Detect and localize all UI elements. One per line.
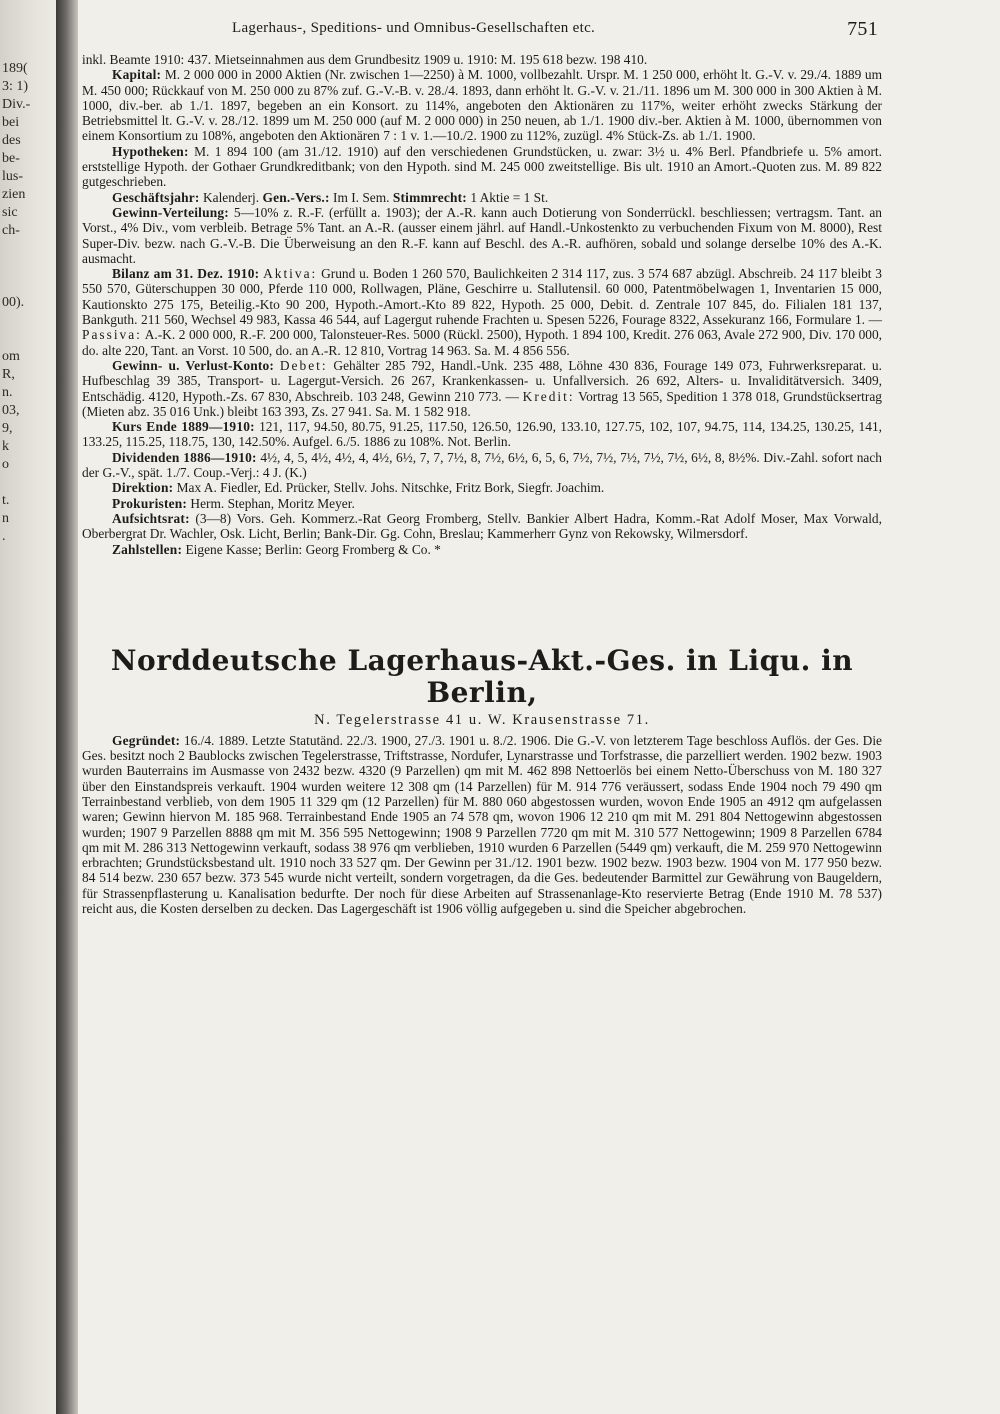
- kapital-text: M. 2 000 000 in 2000 Aktien (Nr. zwischen 1—2250) à M. 1000, vollbezahlt. Urspr. M. 1 250 000, erhöht lt. G.-V. v. 29./4. 1889 um M. 450 000; Rückkauf von M. 250 000 zu 87% zuf. G.-V.-B. v. 28./4. 1893, dann erhöht lt. G.-V. v. 21./11. 1896 um M. 300 000 in 300 Aktien à M. 1000, div.-ber. ab 1./1. 1897, begeben an ein Konsort. zu 114%, angeboten den Aktionären zu 117%, weiter erhöht zwecks Stärkung der Betriebsmittel lt. G.-V. v. 28./12. 1899 um M. 250 000 (auf M. 2 000 000) in 250 neuen, ab 1./1. 1900 div.-ber. Aktien à M. 1000, übernommen von einem Konsortium zu 108%, angeboten den Aktionären 7 : 1 v. 1.—10./2. 1900 zu 112%, zuzügl. 4% Stück-Zs. ab 1./1. 1900.: [82, 67, 882, 144]
- gegruendet-label: Gegründet:: [112, 732, 181, 748]
- gutter-fragment: [2, 240, 30, 258]
- genvers-label: Gen.-Vers.:: [262, 189, 330, 205]
- prokuristen-text: Herm. Stephan, Moritz Meyer.: [190, 495, 355, 511]
- hypotheken-paragraph: [82, 144, 882, 190]
- kurs-paragraph: [82, 419, 882, 450]
- prokuristen-label: Prokuristen:: [112, 495, 188, 511]
- bilanz-aktiva-text: Grund u. Boden 1 260 570, Baulichkeiten 2 314 117, zus. 3 574 687 abzügl. Abschreib. 24 117 bleibt 3 550 570, Güterschuppen 30 000, Pferde 110 000, Rollwagen, Pläne, Geschirre u. Stallutensil. 60 000, Patentmöbelwagen 1, Inventarien 15 000, Kautionskto 275 175, Beteilig.-Kto 90 200, Hypoth.-Amort.-Kto 89 822, Hypoth. 25 000, Debit. d. Zentrale 107 845, do. Filialen 181 137, Bankguth. 211 560, Wechsel 49 983, Kassa 46 544, auf Lagergut ruhende Frachten u. Spesen 5226, Fourage 8322, Assekuranz 166, Formulare 1. —: [82, 266, 882, 328]
- employees-rent-paragraph: [82, 52, 882, 67]
- dividenden-label: Dividenden 1886—1910:: [112, 449, 257, 465]
- gutter-fragment: 9,: [2, 421, 13, 436]
- zahlstellen-paragraph: [82, 542, 882, 557]
- aufsichtsrat-label: Aufsichtsrat:: [112, 510, 190, 526]
- book-spine-shadow: [56, 0, 78, 1414]
- gewinnverteilung-text: 5—10% z. R.-F. (erfüllt a. 1903); der A.-R. kann auch Dotierung von Sonderrückl. beschliessen; vertragsm. Tant. an Vorst., 4% Div., vom verbleib. Betrage 5% Tant. an A.-R. (ausser einem jährl. auf Handl.-Unkostenkto zu verbuchenden Fixum von M. 8000), Rest Super-Div. bezw. nach G.-V.-B. Die Überweisung an den R.-F. kann auf Beschl. des A.-R. aufhören, sobald und solange derselbe 10% des A.-K. ausmacht.: [82, 204, 882, 266]
- kapital-paragraph: [82, 67, 882, 143]
- document-page: [82, 18, 882, 1378]
- gutter-fragment: [2, 474, 30, 492]
- gutter-fragment: R,: [2, 367, 15, 382]
- gutter-fragment: ch-: [2, 223, 20, 238]
- guv-debet-label: Debet:: [279, 357, 328, 373]
- stimmrecht-text: 1 Aktie = 1 St.: [470, 189, 549, 205]
- gutter-fragment: 189(: [2, 61, 28, 76]
- gutter-fragment: [2, 258, 30, 276]
- left-gutter-adjacent-page: [0, 0, 56, 1414]
- geschaeftsjahr-text: Kalenderj.: [202, 189, 260, 205]
- gegruendet-text: 16./4. 1889. Letzte Statutänd. 22./3. 1900, 27./3. 1901 u. 8./2. 1906. Die G.-V. von letzterem Tage beschloss Auflös. der Ges. Die Ges. besitzt noch 2 Baublocks zwischen Tegelerstrasse, Triftstrasse, Nordufer, Lynarstrasse und Torfstrasse, die parzelliert werden. 1902 bezw. 1903 wurden Bauterrains im Ausmasse von 2432 bezw. 4320 (9 Parzellen) qm mit M. 462 898 Nettoerlös bei einem Netto-Überschuss von M. 180 327 über den Einstandspreis verkauft. 1904 wurden weitere 12 308 qm (14 Parzellen) für M. 914 776 veräussert, sodass Ende 1904 noch 79 490 qm Terrainbestand verblieb, von dem 1905 11 329 qm (12 Parzellen) für M. 880 060 abgestossen wurden, wovon Ende 1905 an 4912 qm aufgelassen waren; Gewinn hiervon M. 185 968. Terrainbestand Ende 1905 an 74 578 qm, wovon 1906 12 210 qm mit M. 291 804 Nettogewinn abgestossen wurden; 1907 9 Parzellen 8888 qm mit M. 356 595 Nettogewinn; 1908 9 Parzellen 7720 qm mit M. 310 577 Nettogewinn; 1909 8 Parzellen 6784 qm mit M. 286 313 Nettogewinn verkauft, sodass 38 976 qm verblieben, 1910 wurden 6 Parzellen (5449 qm) verkauft, die M. 259 970 Nettogewinn erbrachten; Grundstücksbestand ult. 1910 noch 33 527 qm. Der Gewinn per 31./12. 1901 bezw. 1902 bezw. 1903 bezw. 1904 von M. 177 950 bezw. 84 514 bezw. 230 657 bezw. 373 545 wurde nicht verteilt, sondern vorgetragen, da die Ges. bedeutender Barmittel zur Gewährung von Baugeldern, für Strassenpflasterung u. Kanalisation bedurfte. Der noch für diese Arbeiten auf Strassenanlage-Kto reservierte Betrag (Ende 1910 M. 78 537) reicht aus, die Kosten derselben zu decken. Das Lagergeschäft ist 1906 völlig aufgegeben u. sind die Speicher abgebrochen.: [82, 732, 882, 917]
- guv-kredit-text: Vortrag 13 565, Spedition 1 378 018, Grundstücksertrag (Mieten abz. 35 016 Unk.) bleibt 163 393, Zs. 27 941. Sa. M. 1 582 918.: [82, 388, 883, 419]
- intro-text: inkl. Beamte 1910: 437. Mietseinnahmen aus dem Grundbesitz 1909 u. 1910: M. 195 618 bezw. 198 410.: [82, 52, 648, 67]
- gutter-fragment: 3: 1): [2, 79, 29, 94]
- bilanz-passiva-text: A.-K. 2 000 000, R.-F. 200 000, Talonsteuer-Res. 5000 (Rückl. 2500), Hypoth. 1 894 100, Kredit. 276 063, Avale 272 900, Div. 170 000, do. alte 220, Tant. an Vorst. 10 500, do. an A.-R. 12 810, Vortrag 14 963. Sa. M. 4 856 556.: [82, 327, 883, 358]
- gutter-fragment: 03,: [2, 403, 20, 418]
- gutter-fragment: lus-: [2, 169, 23, 184]
- page-number: 751: [847, 18, 878, 40]
- geschaeftsjahr-paragraph: [82, 190, 882, 205]
- gutter-fragment: 00).: [2, 295, 25, 310]
- direktion-label: Direktion:: [112, 480, 174, 496]
- gutter-fragment: .: [2, 529, 6, 544]
- gutter-fragment: Div.-: [2, 97, 31, 112]
- gutter-fragment: t.: [2, 493, 10, 508]
- prokuristen-paragraph: [82, 496, 882, 511]
- gegruendet-paragraph: [82, 733, 882, 917]
- dividenden-paragraph: [82, 450, 882, 481]
- kurs-text: 121, 117, 94.50, 80.75, 91.25, 117.50, 126.50, 126.90, 133.10, 127.75, 102, 107, 94.75, 114, 134.25, 130.25, 141, 133.25, 115.25, 118.75, 130, 142.50%. Aufgel. 6./5. 1886 zu 108%. Not. Berlin.: [82, 419, 882, 450]
- gutter-fragment: k: [2, 439, 9, 454]
- direktion-text: Max A. Fiedler, Ed. Prücker, Stellv. Johs. Nitschke, Fritz Bork, Siegfr. Joachim.: [176, 480, 605, 496]
- gutter-fragment: [2, 330, 30, 348]
- gutter-fragment: des: [2, 133, 21, 148]
- gutter-fragment: zien: [2, 187, 26, 202]
- kapital-label: Kapital:: [112, 67, 162, 83]
- hypotheken-text: M. 1 894 100 (am 31./12. 1910) auf den verschiedenen Grundstücken, u. zwar: 3½ u. 4% Berl. Pfandbriefe u. 5% amort. erststellige Hypoth. der Gothaer Grundkreditbank; von den Hypoth. sind M. 245 000 zweitstellige. Bis ult. 1910 an Amort.-Quoten zus. M. 89 822 gutgeschrieben.: [82, 143, 882, 190]
- kurs-label: Kurs Ende 1889—1910:: [112, 419, 255, 435]
- gutter-fragment: n.: [2, 385, 13, 400]
- gutter-fragment: [2, 312, 30, 330]
- zahlstellen-text: Eigene Kasse; Berlin: Georg Fromberg & Co. *: [185, 541, 441, 557]
- company-title: Norddeutsche Lagerhaus-Akt.-Ges. in Liqu. in Berlin,: [110, 643, 854, 709]
- gutter-fragment: o: [2, 457, 9, 472]
- zahlstellen-label: Zahlstellen:: [112, 541, 183, 557]
- bilanz-paragraph: [82, 266, 882, 358]
- gutter-fragment: be-: [2, 151, 20, 166]
- page-header: [82, 18, 882, 52]
- bilanz-passiva-label: Passiva:: [82, 327, 142, 343]
- guv-kredit-label: Kredit:: [522, 388, 575, 404]
- genvers-text: Im I. Sem.: [332, 189, 390, 205]
- guv-paragraph: [82, 358, 882, 419]
- dividenden-text: 4½, 4, 5, 4½, 4½, 4, 4½, 6½, 7, 7, 7½, 8, 7½, 6½, 6, 5, 6, 7½, 7½, 7½, 7½, 7½, 6½, 8, 8½%. Div.-Zahl. sofort nach der G.-V., spät. 1./7. Coup.-Verj.: 4 J. (K.): [82, 449, 882, 481]
- gutter-fragment: om: [2, 349, 20, 364]
- direktion-paragraph: [82, 480, 882, 495]
- bilanz-label: Bilanz am 31. Dez. 1910:: [112, 266, 260, 282]
- guv-label: Gewinn- u. Verlust-Konto:: [112, 357, 275, 373]
- guv-debet-text: Gehälter 285 792, Handl.-Unk. 235 488, Löhne 430 836, Fourage 149 073, Fuhrwerksreparat. u. Hufbeschlag 39 385, Transport- u. Lagergut-Versich. 26 267, Krankenkassen- u. Unfallversich. 26 692, Alters- u. Invaliditätversich. 3409, Entschädig. 4120, Hypoth.-Zs. 67 830, Abschreib. 103 248, Gewinn 210 773. —: [82, 357, 882, 404]
- running-title: Lagerhaus-, Speditions- und Omnibus-Gesellschaften etc.: [232, 20, 596, 36]
- geschaeftsjahr-label: Geschäftsjahr:: [112, 189, 200, 205]
- gutter-fragment: sic: [2, 205, 18, 220]
- bilanz-aktiva-label: Aktiva:: [263, 266, 318, 282]
- gutter-fragment: bei: [2, 115, 20, 130]
- company-address: N. Tegelerstrasse 41 u. W. Krausenstrasse 71.: [314, 711, 650, 728]
- gewinnverteilung-label: Gewinn-Verteilung:: [112, 204, 229, 220]
- stimmrecht-label: Stimmrecht:: [392, 189, 467, 205]
- gutter-fragment: [2, 276, 30, 294]
- gewinnverteilung-paragraph: [82, 205, 882, 266]
- aufsichtsrat-text: (3—8) Vors. Geh. Kommerz.-Rat Georg Fromberg, Stellv. Bankier Albert Hadra, Komm.-Rat Adolf Moser, Max Vorwald, Oberbergrat Dr. Wachler, Osk. Licht, Berlin; Bank-Dir. Gg. Cohn, Breslau; Kammerherr Gynz von Rekowsky, Wilmersdorf.: [82, 510, 882, 542]
- aufsichtsrat-paragraph: [82, 511, 882, 542]
- gutter-fragment: n: [2, 511, 9, 526]
- adjacent-page-fragments: [2, 60, 30, 546]
- hypotheken-label: Hypotheken:: [112, 143, 189, 159]
